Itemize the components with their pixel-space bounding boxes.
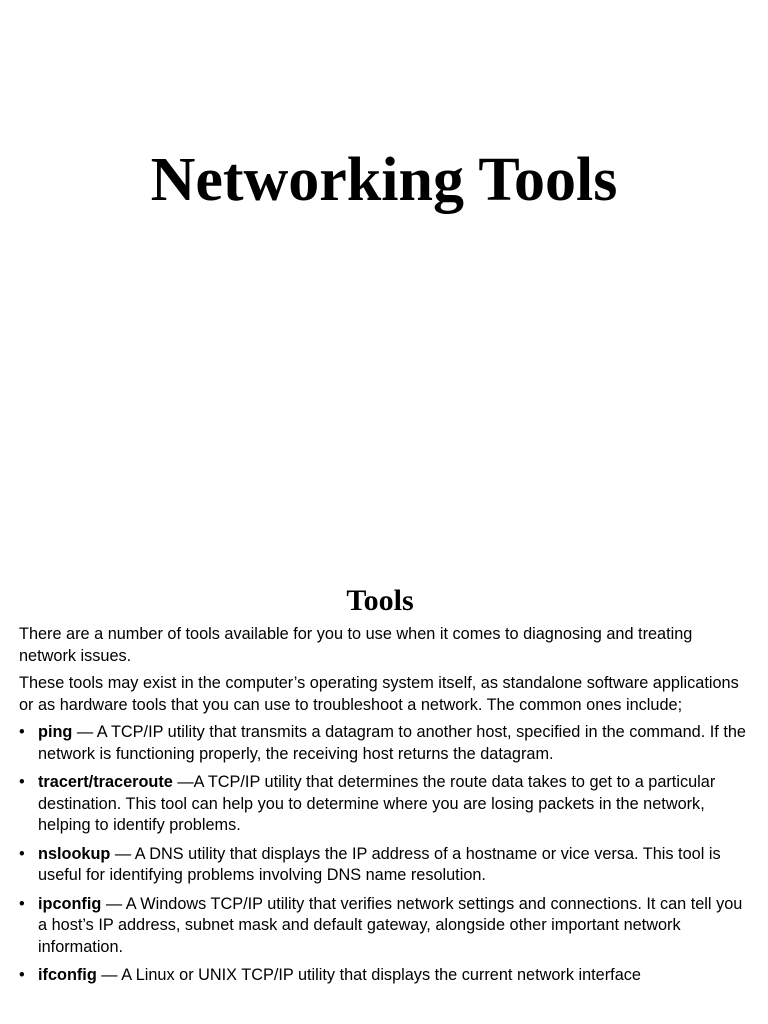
tool-description: — A TCP/IP utility that transmits a datagram to another host, specified in the command. If the network is functioning properly, the receiving host returns the datagram. bbox=[38, 723, 746, 763]
tool-description: — A Windows TCP/IP utility that verifies network settings and connections. It can tell you a host’s IP address, subnet mask and default gateway, alongside other important network information. bbox=[38, 894, 743, 956]
list-item-tracert bbox=[19, 772, 747, 837]
tool-name: nslookup bbox=[38, 844, 111, 863]
tool-name: ipconfig bbox=[38, 894, 102, 913]
tool-list bbox=[19, 722, 747, 987]
tool-description: —A TCP/IP utility that determines the route data takes to get to a particular destination. This tool can help you to determine where you are losing packets in the network, helping to identify problems. bbox=[38, 773, 716, 834]
list-item-nslookup bbox=[19, 844, 747, 887]
bullet-icon: • bbox=[19, 844, 25, 863]
list-item-ping bbox=[19, 722, 747, 765]
bullet-icon: • bbox=[19, 966, 25, 984]
tool-description: — A DNS utility that displays the IP address of a hostname or vice versa. This tool is useful for identifying problems involving DNS name resolution. bbox=[38, 844, 721, 884]
bullet-icon: • bbox=[19, 894, 25, 913]
tool-name: ping bbox=[38, 723, 73, 741]
list-item-ifconfig bbox=[19, 965, 747, 987]
intro-paragraph: There are a number of tools available for you to use when it comes to diagnosing and treating network issues. bbox=[19, 625, 693, 665]
tool-description: — A Linux or UNIX TCP/IP utility that displays the current network interface bbox=[96, 966, 641, 984]
slide-heading: Tools bbox=[346, 584, 414, 617]
tools-slide bbox=[0, 576, 768, 1024]
bullet-icon: • bbox=[19, 773, 25, 791]
bullet-icon: • bbox=[19, 723, 25, 741]
slide-body bbox=[19, 624, 747, 994]
slide-title: Networking Tools bbox=[150, 146, 618, 214]
tool-name: ifconfig bbox=[38, 966, 97, 984]
list-item-ipconfig bbox=[19, 894, 747, 959]
tool-name: tracert/traceroute bbox=[38, 773, 173, 791]
description-paragraph: These tools may exist in the computer’s operating system itself, as standalone software applications or as hardware tools that you can use to troubleshoot a network. The common ones include; bbox=[19, 674, 739, 714]
